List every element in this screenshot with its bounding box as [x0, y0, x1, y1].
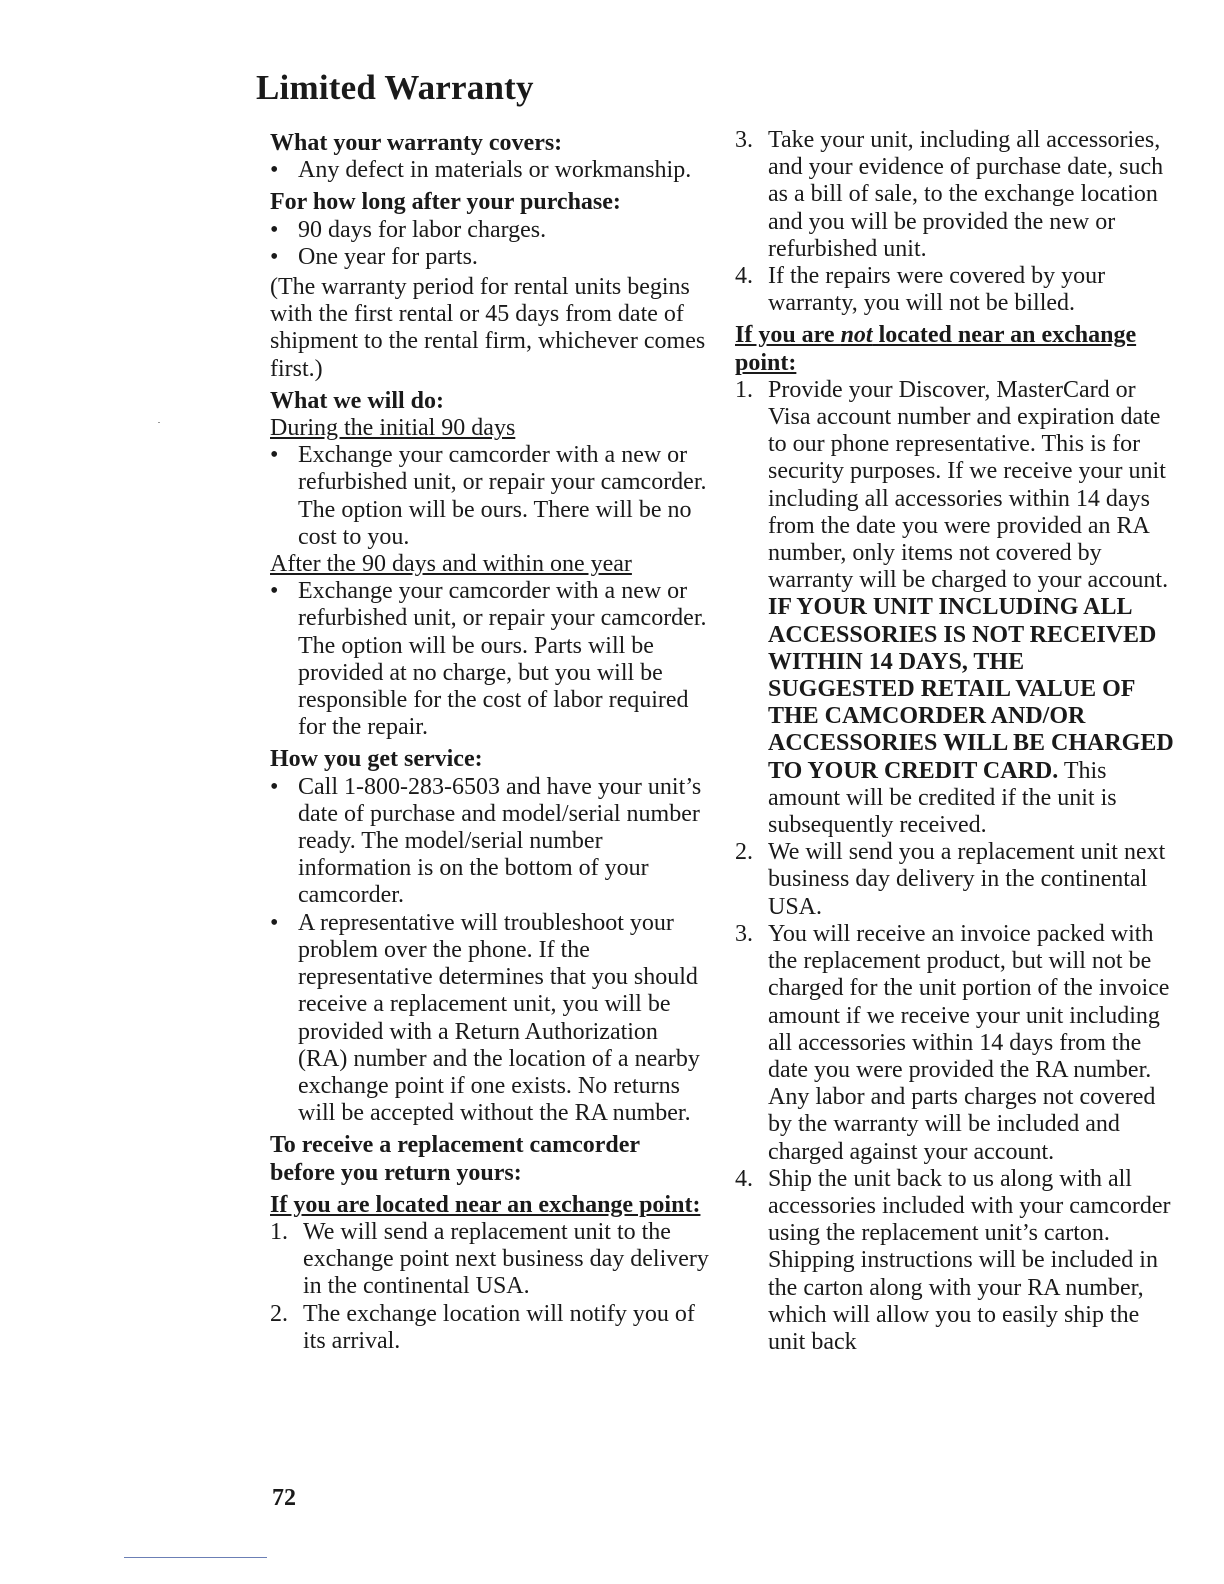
numbered-item-text: Take your unit, including all accessories, and your evidence of purchase date, such as a bill of sale, to the exchange location and you will be provided the new or refurbished unit.: [768, 127, 1164, 262]
after-period-subheading: After the 90 days and within one year: [270, 551, 632, 578]
not-near-exchange-heading: [735, 322, 1175, 376]
list-item-text: Exchange your camcorder with a new or refurbished unit, or repair your camcorder. The option will be ours. Parts will be provided at no charge, but you will be responsible for the cost of labor required for the repair.: [298, 578, 707, 741]
numbered-item: [735, 1166, 1175, 1356]
number-marker: 3.: [735, 920, 753, 947]
right-column: [735, 127, 1175, 1356]
bullet-marker: •: [270, 243, 279, 270]
page-number: 72: [272, 1485, 296, 1511]
list-item: [270, 157, 710, 184]
numbered-item: [735, 263, 1175, 317]
numbered-item: [735, 377, 1175, 839]
numbered-item: [270, 1219, 710, 1301]
scan-mark: [158, 422, 160, 423]
covers-heading: What your warranty covers:: [270, 130, 563, 156]
list-item-text: One year for parts.: [298, 243, 478, 270]
number-marker: 1.: [735, 376, 753, 403]
number-marker: 1.: [270, 1218, 288, 1245]
numbered-item-text: You will receive an invoice packed with the replacement product, but will not be charged for the unit portion of the invoice amount if we receive your unit including all accessories within 14 days from the date you were provided the RA number. Any labor and parts charges not covered by the warranty will be included and charged against your account.: [768, 920, 1170, 1165]
number-marker: 4.: [735, 263, 753, 290]
bullet-marker: •: [270, 442, 279, 469]
heading-part: located near an exchange point:: [735, 322, 1137, 376]
numbered-item-text: If the repairs were covered by your warranty, you will not be billed.: [768, 263, 1106, 317]
heading-part: If you are: [735, 322, 841, 349]
list-item-text: Any defect in materials or workmanship.: [298, 157, 692, 184]
numbered-item: [270, 1301, 710, 1355]
numbered-item-text: We will send a replacement unit to the exchange point next business day delivery in the continental USA.: [303, 1218, 709, 1300]
numbered-item-text: Ship the unit back to us along with all accessories included with your camcorder using the replacement unit’s carton. Shipping instructions will be included in the carton along with your RA number, which will allow you to easily ship the unit back: [768, 1165, 1171, 1355]
bullet-marker: •: [270, 157, 279, 184]
numbered-item-text: The exchange location will notify you of its arrival.: [303, 1300, 695, 1354]
list-item-text: A representative will troubleshoot your problem over the phone. If the representative determines that you should receive a replacement unit, you will be provided with a Return Authorization (RA) number and the location of a nearby exchange point if one exists. No returns will be accepted without the RA number.: [298, 909, 700, 1127]
near-exchange-heading: If you are located near an exchange point:: [270, 1191, 701, 1218]
list-item: [270, 774, 710, 910]
rental-note: (The warranty period for rental units begins with the first rental or 45 days from date of shipment to the rental firm, whichever comes first.): [270, 274, 706, 382]
service-heading: How you get service:: [270, 746, 483, 773]
numbered-item-text: [768, 377, 1174, 838]
item-text: Provide your Discover, MasterCard or Visa account number and expiration date to our phone representative. This is for security purposes. If we receive your unit including all accessories within 14 days from the date you were provided an RA number, only items not covered by warranty will be charged to your account.: [768, 376, 1169, 594]
list-item-text: 90 days for labor charges.: [298, 216, 547, 243]
heading-emphasis: not: [840, 322, 873, 349]
page-title: Limited Warranty: [256, 68, 534, 107]
list-item: [270, 910, 710, 1128]
item-text-tail: This amount will be credited if the unit is subsequently received.: [768, 757, 1117, 839]
list-item: [270, 442, 710, 551]
bullet-marker: •: [270, 909, 279, 936]
bullet-marker: •: [270, 773, 279, 800]
list-item-text: Exchange your camcorder with a new or refurbished unit, or repair your camcorder. The option will be ours. There will be no cost to you.: [298, 442, 707, 550]
footer-rule: [124, 1557, 267, 1558]
list-item: [270, 244, 710, 271]
duration-heading: For how long after your purchase:: [270, 189, 621, 216]
numbered-item: [735, 127, 1175, 263]
numbered-item-text: We will send you a replacement unit next business day delivery in the continental USA.: [768, 839, 1166, 920]
initial-period-subheading: During the initial 90 days: [270, 415, 516, 442]
number-marker: 2.: [735, 839, 753, 866]
list-item-text: Call 1-800-283-6503 and have your unit’s date of purchase and model/serial number ready. The model/serial number information is on the bottom of your camcorder.: [298, 773, 702, 909]
number-marker: 3.: [735, 127, 753, 153]
bullet-marker: •: [270, 216, 279, 243]
list-item: [270, 578, 710, 741]
numbered-item: [735, 839, 1175, 921]
what-we-do-heading: What we will do:: [270, 387, 444, 414]
list-item: [270, 217, 710, 244]
replacement-heading: To receive a replacement camcorder before you return yours:: [270, 1132, 640, 1186]
warning-text: IF YOUR UNIT INCLUDING ALL ACCESSORIES IS NOT RECEIVED WITHIN 14 DAYS, THE SUGGESTED RETAIL VALUE OF THE CAMCORDER AND/OR ACCESSORIES WILL BE CHARGED TO YOUR CREDIT CARD.: [768, 594, 1174, 784]
number-marker: 4.: [735, 1165, 753, 1192]
left-column: [270, 127, 710, 1355]
bullet-marker: •: [270, 578, 279, 605]
numbered-item: [735, 921, 1175, 1166]
number-marker: 2.: [270, 1300, 288, 1327]
